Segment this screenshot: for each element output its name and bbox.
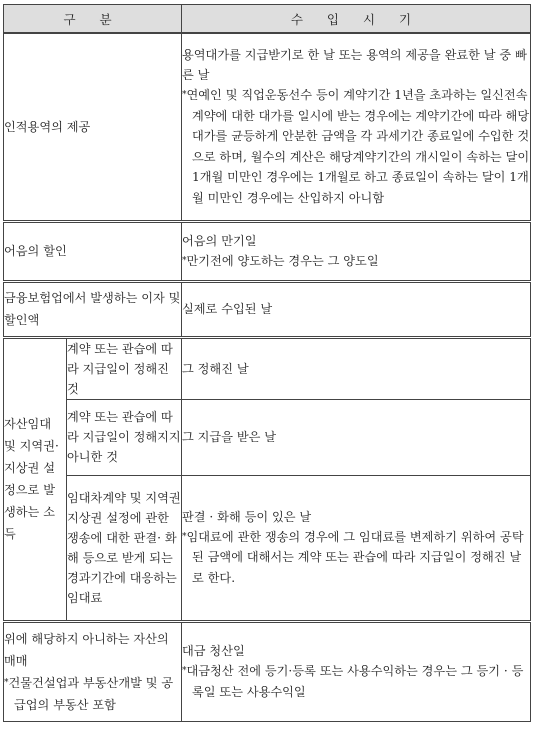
row-bill-discount (4, 221, 531, 281)
note-text: *만기전에 양도하는 경우는 그 양도일 (182, 254, 379, 268)
label-asset-sale (4, 621, 182, 721)
value-personal-service (182, 33, 531, 221)
label-lease-sub1: 계약 또는 관습에 따라 지급일이 정해진 것 (67, 337, 182, 399)
value-asset-sale (182, 621, 531, 721)
value-bill-discount (182, 221, 531, 281)
label-lease-sub3: 임대차계약 및 지역권 지상권 설정에 관한 쟁송에 대한 판결· 화해 등으로 받게 되는 경과기간에 대응하는 임대료 (67, 475, 182, 621)
value-lease-sub2: 그 지급을 받은 날 (182, 399, 531, 475)
row-lease-sub1 (4, 337, 531, 399)
label-lease: 자산임대 및 지역권· 지상권 설정으로 발생하는 소득 (4, 337, 67, 621)
value-finance-interest: 실제로 수입된 날 (182, 281, 531, 337)
row-lease-sub3 (4, 475, 531, 621)
label-lease-sub2: 계약 또는 관습에 따라 지급일이 정해지지 아니한 것 (67, 399, 182, 475)
header-timing: 수 입 시 기 (182, 5, 531, 34)
income-timing-document (3, 4, 530, 722)
main-text: 어음의 만기일 (182, 234, 257, 248)
row-finance-interest (4, 281, 531, 337)
label-finance-interest: 금융보험업에서 발생하는 이자 및 할인액 (4, 281, 182, 337)
row-personal-service (4, 33, 531, 221)
label-personal-service: 인적용역의 제공 (4, 33, 182, 221)
label-bill-discount: 어음의 할인 (4, 221, 182, 281)
row-asset-sale (4, 621, 531, 721)
value-lease-sub1: 그 정해진 날 (182, 337, 531, 399)
label-asset-sale-note: *건물건설업과 부동산개발 및 공급업의 부동산 포함 (4, 675, 174, 712)
note-text: *임대료에 관한 쟁송의 경우에 그 임대료를 변제하기 위하여 공탁된 금액에 대해서는 계약 또는 관습에 따라 지급일이 정해진 날로 한다. (182, 529, 524, 585)
row-lease-sub2 (4, 399, 531, 475)
main-text: 대금 청산일 (182, 644, 245, 658)
main-text: 용역대가를 지급받기로 한 날 또는 용역의 제공을 완료한 날 중 빠른 날 (182, 48, 527, 83)
header-category: 구 분 (4, 5, 182, 34)
income-timing-table (3, 4, 531, 722)
note-text: *대금청산 전에 등기·등록 또는 사용수익하는 경우는 그 등기 · 등록일 또는 사용수익일 (182, 664, 524, 699)
header-row (4, 5, 531, 34)
note-text: *연예인 및 직업운동선수 등이 계약기간 1년을 초과하는 일신전속계약에 대한 대가를 일시에 받는 경우에는 계약기간에 따라 해당 대가를 균등하게 안분한 금액을 각 과세기간 종료일에 수입한 것으로 하며, 월수의 계산은 해당계약기간의 개시일이 속하는 달이 1개월 미만인 경우에는 1개월로 하고 종료일이 속하는 달이 1개월 미만인 경우에는 산입하지 아니함 (182, 88, 530, 205)
label-asset-sale-main: 위에 해당하지 아니하는 자산의 매매 (4, 631, 169, 668)
value-lease-sub3 (182, 475, 531, 621)
main-text: 판결 · 화해 등이 있은 날 (182, 509, 312, 524)
